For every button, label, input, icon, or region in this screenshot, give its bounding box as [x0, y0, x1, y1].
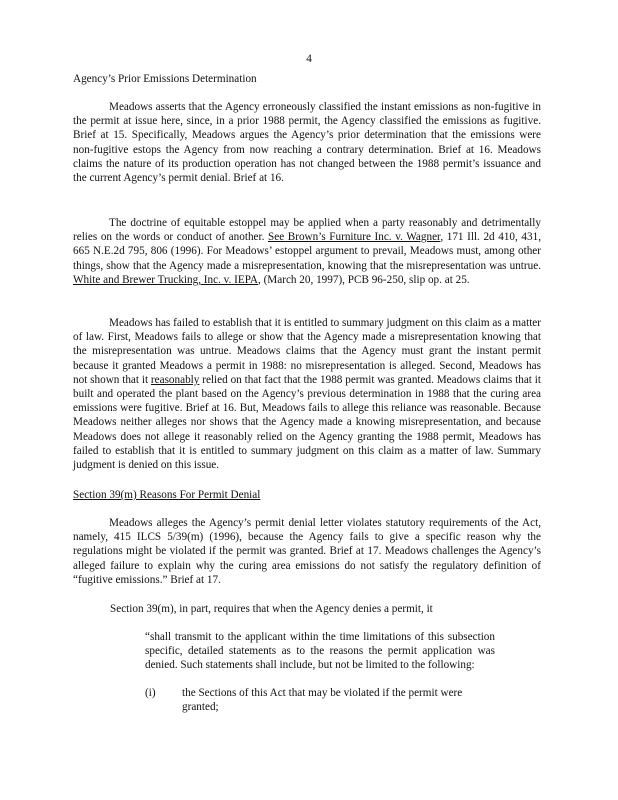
quote-intro: Section 39(m), in part, requires that when the Agency denies a permit, it	[110, 603, 433, 615]
paragraph-text: relied on that fact that the 1988 permit was granted. Meadows claims that it built and operated the plant based on the Agency’s previous determination in 1988 that the curing area emissions were fugitive. Brief at 16. But, Meadows fails to allege this reliance was reasonable. Because Meadows neither alleges nor shows that the Agency made a knowing misrepresentation, and because Meadows does not allege it reasonably relied on the Agency granting the 1988 permit, Meadows has failed to establish that it is entitled to summary judgment on this claim as a matter of law. Summary judgment is denied on this issue.	[73, 373, 541, 472]
section-heading-prior-emissions: Agency’s Prior Emissions Determination	[73, 73, 257, 85]
list-item	[145, 686, 495, 714]
section-heading-39m: Section 39(m) Reasons For Permit Denial	[73, 489, 261, 501]
list-text: the Sections of this Act that may be violated if the permit were granted;	[182, 687, 463, 714]
paragraph-meadows-alleges: Meadows alleges the Agency’s permit denial letter violates statutory requirements of the Act, namely, 415 ILCS 5/39(m) (1996), because the Agency fails to give a specific reason why the regulations might be violated if the permit was granted. Brief at 17. Meadows challenges the Agency’s alleged failure to explain why the curing area emissions do not satisfy the regulatory definition of “fugitive emissions.” Brief at 17.	[73, 517, 541, 586]
emphasized-word: reasonably	[150, 373, 200, 386]
paragraph-text: , (March 20, 1997), PCB 96-250, slip op. at 25.	[257, 273, 470, 286]
paragraph-meadows-asserts: Meadows asserts that the Agency erroneously classified the instant emissions as non-fugitive in the permit at issue here, since, in a prior 1988 permit, the Agency classified the emissions as fugitive. Brief at 15. Specifically, Meadows argues the Agency’s prior determination that the emissions were non-fugitive estops the Agency from now reaching a contrary determination. Brief at 16. Meadows claims the nature of its production operation has not changed between the 1988 permit’s issuance and the current Agency’s permit denial. Brief at 16.	[73, 101, 541, 185]
case-citation-browns-furniture: See Brown’s Furniture Inc. v. Wagner	[268, 231, 441, 244]
paragraph-summary-judgment-estoppel	[73, 316, 541, 472]
block-quote: “shall transmit to the applicant within the time limitations of this subsection specific, detailed statements as to the reasons the permit application was denied. Such statements shall include, but not be limited to the following:	[145, 631, 495, 672]
paragraph-text: , 171 Ill. 2d 410, 431, 665 N.E.2d 795, 806 (1996). For Meadows’ estoppel argument to prevail, Meadows must, among other things, show that the Agency made a misrepresentation, knowing that the misrepresentation was untrue.	[73, 231, 541, 272]
paragraph-equitable-estoppel	[73, 216, 541, 287]
page-number: 4	[306, 53, 312, 65]
list-marker: (i)	[145, 687, 156, 699]
paragraph-text: Meadows has failed to establish that it is entitled to summary judgment on this claim as a matter of law. First, Meadows fails to allege or show that the Agency made a misrepresentation knowing that the misrepresentation was untrue. Meadows claims that the Agency must grant the instant permit because it granted Meadows a permit in 1988: no misrepresentation is alleged. Second, Meadows has not shown that it	[73, 317, 541, 386]
paragraph-text: The doctrine of equitable estoppel may be applied when a party reasonably and detrimentally relies on the words or conduct of another.	[73, 217, 541, 244]
case-citation-white-brewer: White and Brewer Trucking, Inc. v. IEPA	[73, 273, 258, 286]
